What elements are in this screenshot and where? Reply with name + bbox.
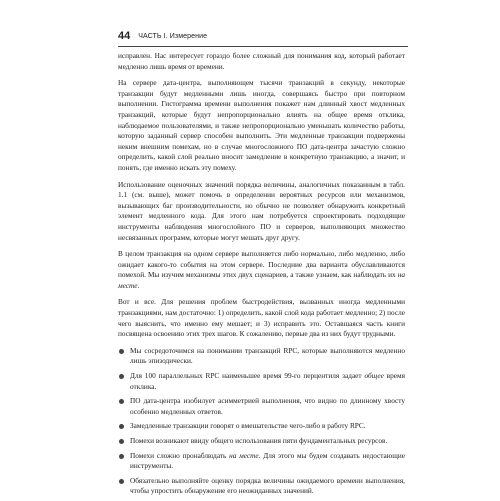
bullet-icon bbox=[119, 349, 124, 354]
emphasis: на месте bbox=[229, 450, 259, 460]
bullet-icon bbox=[119, 424, 124, 429]
list-item-text: Помехи сложно пронаблюдать bbox=[130, 450, 230, 460]
summary-list bbox=[118, 346, 405, 497]
list-item bbox=[118, 371, 405, 392]
list-item-text: Для 100 параллельных RPC наименьшее время 99-го перцентиля задает bbox=[130, 371, 365, 381]
list-item-text: ПО дата-центра изобилует асимметрией выполнения, что видно по длинному хвосту особенно медленных ответов. bbox=[130, 396, 405, 416]
bullet-icon bbox=[119, 439, 124, 444]
bullet-icon bbox=[119, 374, 124, 379]
body-text bbox=[118, 51, 405, 501]
emphasis: общее bbox=[364, 371, 384, 381]
bullet-icon bbox=[119, 399, 124, 404]
paragraph: В целом транзакция на одном сервере выполняется либо нормально, либо медленно, либо ожидает какого-то события на этом сервере. Последние два варианта обуславливаются помехой. Мы изучим механизмы этих двух сценариев, а также узнаем, как наблюдать их на месте. bbox=[118, 249, 405, 290]
list-item-text: Мы сосредоточимся на понимании транзакций RPC, которые выполняются медленно лишь эпизодически. bbox=[130, 345, 405, 366]
header-rule bbox=[118, 46, 408, 47]
bullet-icon bbox=[119, 454, 124, 459]
list-item bbox=[118, 396, 405, 417]
bullet-icon bbox=[119, 479, 124, 484]
list-item-text: Помехи возникают ввиду общего использования пяти фундаментальных ресурсов. bbox=[130, 436, 388, 445]
list-item bbox=[118, 421, 405, 432]
paragraph-text: В целом транзакция на одном сервере выполняется либо нормально, либо медленно, либо ожидает какого-то события на этом сервере. Последние два варианта обуславливаются помехой. Мы изучим механизмы этих двух сценариев, а также узнаем, как наблюдать их bbox=[118, 249, 405, 280]
list-item bbox=[118, 476, 405, 497]
paragraph: На сервере дата-центра, выполняющем тысячи транзакций в секунду, некоторые транзакции будут медленными лишь иногда, совершаясь быстро при повторном выполнении. Гистограмма времени выполнения покажет нам длинный хвост медленных транзакций, которые будут непропорционально влиять на общее время отклика, наблюдаемое пользователями, и также непропорционально уменьшать количество работы, которую заданный сервер способен выполнить. Эти медленные транзакции подвержены неким внешним помехам, но в случае многосложного ПО дата-центра зачастую сложно определить, какой слой реально вносит замедление в конкретную транзакцию, а значит, и понять, где именно искать эту помеху. bbox=[118, 78, 405, 172]
list-item bbox=[118, 346, 405, 367]
running-head: ЧАСТЬ I. Измерение bbox=[138, 32, 208, 40]
paragraph: Вот и все. Для решения проблем быстродействия, вызванных иногда медленными транзакциями, нам достаточно: 1) определить, какой слой кода работает медленно; 2) после чего выяснить, что именно ему мешает; и 3) исправить это. Оставшаяся часть книги посвящена освоению этих трех шагов. К сожалению, первые два из них будут трудными. bbox=[118, 297, 405, 339]
paragraph: исправлен. Нас интересует гораздо более сложный для понимания код, который работает медленно лишь время от времени. bbox=[118, 51, 405, 71]
list-item-text: время отклика. bbox=[130, 371, 405, 391]
emphasis: на месте bbox=[118, 270, 405, 290]
page-number: 44 bbox=[118, 30, 131, 42]
list-item-text: . Для этого мы будем создавать недостающие инструменты. bbox=[130, 450, 406, 471]
list-item-text: Обязательно выполняйте оценку порядка величины ожидаемого времени выполнения, чтобы упростить обнаружение его неожиданных значений. bbox=[130, 475, 405, 496]
paragraph: Использование оценочных значений порядка величины, аналогичных показанным в табл. 1.1 (см. выше), может помочь в определении вероятных ресурсов или механизмов, вызывающих баг производительности, но обычно не позволяет обнаружить конкретный элемент медленного кода. Для этого нам потребуется спроектировать подходящие инструменты наблюдения многослойного ПО и серверов, выполняющих множество несвязанных программ, которые могут мешать друг другу. bbox=[118, 179, 405, 242]
page-header bbox=[118, 30, 408, 42]
list-item-text: Замедленные транзакции говорят о вмешательстве чего-либо в работу RPC. bbox=[130, 421, 366, 431]
list-item bbox=[118, 451, 405, 472]
list-item bbox=[118, 436, 405, 447]
